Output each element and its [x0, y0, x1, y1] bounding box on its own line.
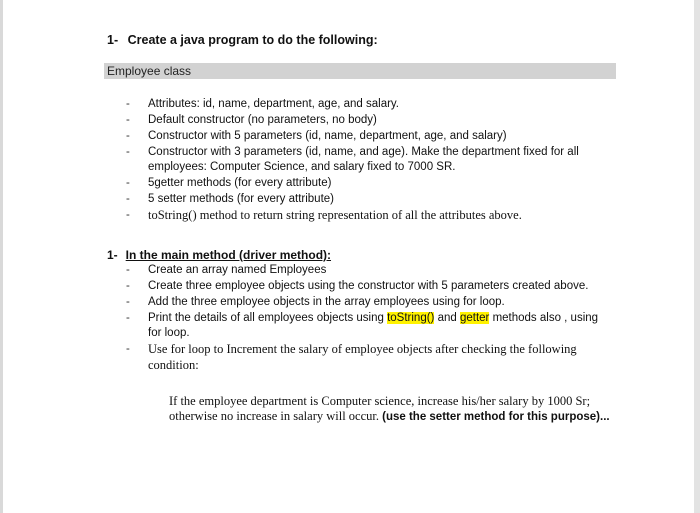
highlighted-text: toString() [387, 312, 435, 324]
section-2-title: In the main method (driver method): [125, 248, 332, 262]
bullet-dash: - [126, 130, 130, 142]
section-2-heading [107, 248, 331, 262]
list-item [124, 311, 614, 341]
list-item [124, 176, 614, 191]
section-2-number: 1- [107, 248, 118, 262]
bullet-dash: - [126, 312, 130, 324]
bullet-dash: - [126, 343, 130, 355]
list-item [124, 129, 614, 144]
list-item-text: Constructor with 3 parameters (id, name, and age). Make the department fixed for all employees: Computer Science, and salary fixed to 7000 SR. [148, 146, 579, 173]
highlighted-text: getter [459, 312, 490, 324]
list-item-text: 5 setter methods (for every attribute) [148, 193, 334, 205]
section-1-number: 1- [107, 33, 119, 47]
text-segment: and [434, 312, 460, 324]
list-item-text: Attributes: id, name, department, age, and salary. [148, 98, 400, 110]
list-item [124, 295, 614, 310]
section-1-heading [107, 33, 378, 47]
section-1-title: Create a java program to do the following: [127, 33, 378, 47]
list-item [124, 97, 614, 112]
bullet-dash: - [126, 193, 130, 205]
list-item-text: Create three employee objects using the constructor with 5 parameters created above. [148, 280, 589, 292]
list-item [124, 279, 614, 294]
list-item-text: Default constructor (no parameters, no body) [148, 114, 377, 126]
bullet-dash: - [126, 264, 130, 276]
main-method-list [124, 263, 614, 375]
list-item [124, 342, 614, 374]
condition-text: If the employee department is Computer science, increase his/her salary by 1000 Sr; otherwise no increase in salary will occur. [169, 394, 591, 423]
list-item [124, 208, 614, 224]
condition-paragraph [169, 394, 619, 425]
list-item-text: Constructor with 5 parameters (id, name, department, age, and salary) [148, 130, 507, 142]
list-item [124, 113, 614, 128]
employee-class-band: Employee class [104, 63, 616, 79]
bullet-dash: - [126, 209, 130, 221]
bullet-dash: - [126, 177, 130, 189]
bullet-dash: - [126, 296, 130, 308]
text-segment: Print the details of all employees objects using [148, 312, 388, 324]
condition-bold-text: (use the setter method for this purpose)... [382, 411, 610, 423]
list-item [124, 263, 614, 278]
page-left-edge [0, 0, 3, 513]
employee-class-list [124, 97, 614, 225]
page-right-edge [694, 0, 700, 513]
list-item-text: 5getter methods (for every attribute) [148, 177, 332, 189]
bullet-dash: - [126, 98, 130, 110]
list-item [124, 145, 614, 175]
list-item-text: toString() method to return string representation of all the attributes above. [148, 208, 522, 222]
bullet-dash: - [126, 280, 130, 292]
list-item [124, 192, 614, 207]
list-item-text: Use for loop to Increment the salary of employee objects after checking the following condition: [148, 342, 577, 372]
text-segment: methods also , using for loop. [148, 312, 599, 339]
list-item-text [148, 312, 598, 339]
list-item-text: Add the three employee objects in the array employees using for loop. [148, 296, 505, 308]
bullet-dash: - [126, 146, 130, 158]
list-item-text: Create an array named Employees [148, 264, 327, 276]
bullet-dash: - [126, 114, 130, 126]
